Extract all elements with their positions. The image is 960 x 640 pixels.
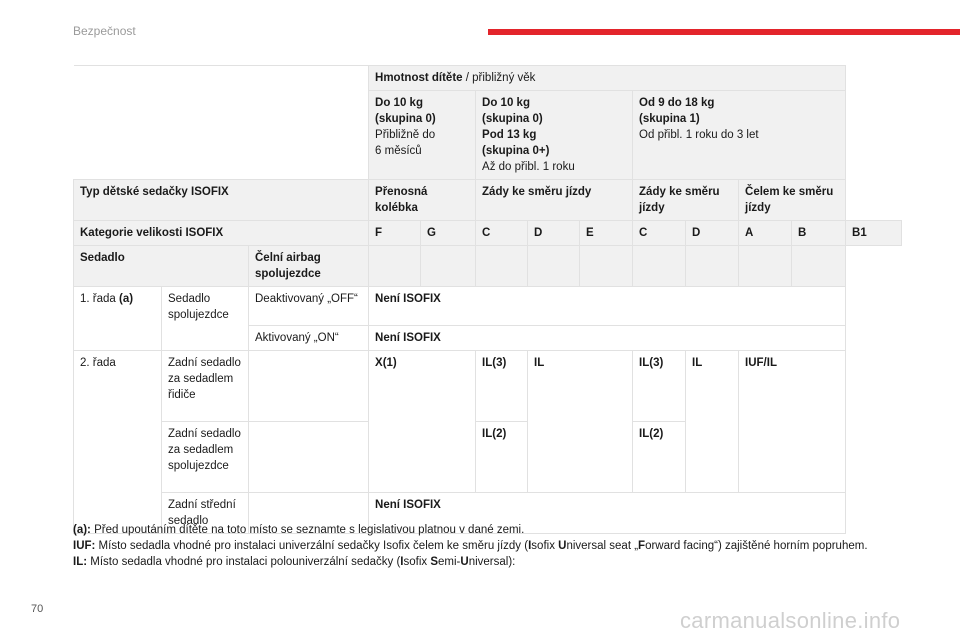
seat-type-carrycot: Přenosná kolébka xyxy=(369,180,476,221)
size-class-cell: F xyxy=(369,221,421,246)
value-il-b: IL xyxy=(686,351,739,493)
value-x1: X(1) xyxy=(369,351,476,493)
empty-cell xyxy=(249,422,369,493)
size-class-cell: E xyxy=(580,221,633,246)
value-iuf-il: IUF/IL xyxy=(739,351,846,493)
empty-cell xyxy=(249,351,369,422)
header-accent-bar xyxy=(488,29,960,35)
watermark: carmanualsonline.info xyxy=(680,608,901,633)
row1-off-row xyxy=(74,287,902,326)
row1-off-value: Není ISOFIX xyxy=(369,287,846,326)
value-il2-a: IL(2) xyxy=(476,422,528,493)
size-class-cell: D xyxy=(686,221,739,246)
size-class-cell: A xyxy=(739,221,792,246)
airbag-header: Čelní airbag spolujezdce xyxy=(249,246,369,287)
weight-heading: Hmotnost dítěte / přibližný věk xyxy=(369,66,846,91)
airbag-off-label: Deaktivovaný „OFF“ xyxy=(249,287,369,326)
empty-cell xyxy=(476,246,528,287)
group-0-cell: Do 10 kg (skupina 0) Přibližně do 6 měsíců xyxy=(369,91,476,180)
empty-cell xyxy=(686,246,739,287)
size-class-cell: C xyxy=(476,221,528,246)
isofix-table xyxy=(73,65,902,534)
empty-corner-cell xyxy=(74,66,369,180)
row1-label: 1. řada (a) xyxy=(74,287,162,351)
size-class-cell: B xyxy=(792,221,846,246)
footnote-a: (a): Před upoutáním dítěte na toto místo se seznamte s legislativou platnou v dané zemi. xyxy=(73,524,525,536)
row2-label: 2. řada xyxy=(74,351,162,534)
footnotes xyxy=(73,522,903,570)
size-class-row xyxy=(74,221,902,246)
size-class-cell: C xyxy=(633,221,686,246)
value-il2-b: IL(2) xyxy=(633,422,686,493)
size-class-label: Kategorie velikosti ISOFIX xyxy=(74,221,369,246)
weight-heading-row xyxy=(74,66,902,91)
size-class-cell: B1 xyxy=(846,221,902,246)
seat-type-forward-facing: Čelem ke směru jízdy xyxy=(739,180,846,221)
empty-cell xyxy=(528,246,580,287)
value-il-a: IL xyxy=(528,351,633,493)
empty-cell xyxy=(633,246,686,287)
row2-seat-passenger: Zadní sedadlo za sedadlem spolujezdce xyxy=(162,422,249,493)
value-il3-a: IL(3) xyxy=(476,351,528,422)
row2-seat-driver: Zadní sedadlo za sedadlem řidiče xyxy=(162,351,249,422)
seat-header: Sedadlo xyxy=(74,246,249,287)
footnote-il: IL: Místo sedadla vhodné pro instalaci polouniverzální sedačky (Isofix Semi-Universal): xyxy=(73,556,516,568)
size-class-cell: G xyxy=(421,221,476,246)
seat-type-rear-facing-1: Zády ke směru jízdy xyxy=(476,180,633,221)
airbag-on-label: Aktivovaný „ON“ xyxy=(249,326,369,351)
empty-cell xyxy=(739,246,792,287)
value-il3-b: IL(3) xyxy=(633,351,686,422)
seat-header-row xyxy=(74,246,902,287)
footnote-iuf: IUF: Místo sedadla vhodné pro instalaci univerzální sedačky Isofix čelem ke směru jízdy (Isofix Universal seat „Forward facing“) zajištěné horním popruhem. xyxy=(73,540,868,552)
empty-cell xyxy=(792,246,846,287)
group-0plus-cell: Do 10 kg (skupina 0) Pod 13 kg (skupina 0+) Až do přibl. 1 roku xyxy=(476,91,633,180)
row2-center-value: Není ISOFIX xyxy=(369,493,846,534)
page-number: 70 xyxy=(31,603,44,615)
seat-type-label: Typ dětské sedačky ISOFIX xyxy=(74,180,369,221)
size-class-cell: D xyxy=(528,221,580,246)
row1-on-value: Není ISOFIX xyxy=(369,326,846,351)
empty-cell xyxy=(421,246,476,287)
row2-seat-center: Zadní střední sedadlo xyxy=(162,493,249,534)
row1-seat: Sedadlo spolujezdce xyxy=(162,287,249,351)
seat-type-rear-facing-2: Zády ke směru jízdy xyxy=(633,180,739,221)
seat-type-row xyxy=(74,180,902,221)
row2-driver-row xyxy=(74,351,902,422)
empty-cell xyxy=(580,246,633,287)
group-1-cell: Od 9 do 18 kg (skupina 1) Od přibl. 1 roku do 3 let xyxy=(633,91,846,180)
section-title: Bezpečnost xyxy=(73,24,136,38)
empty-cell xyxy=(369,246,421,287)
